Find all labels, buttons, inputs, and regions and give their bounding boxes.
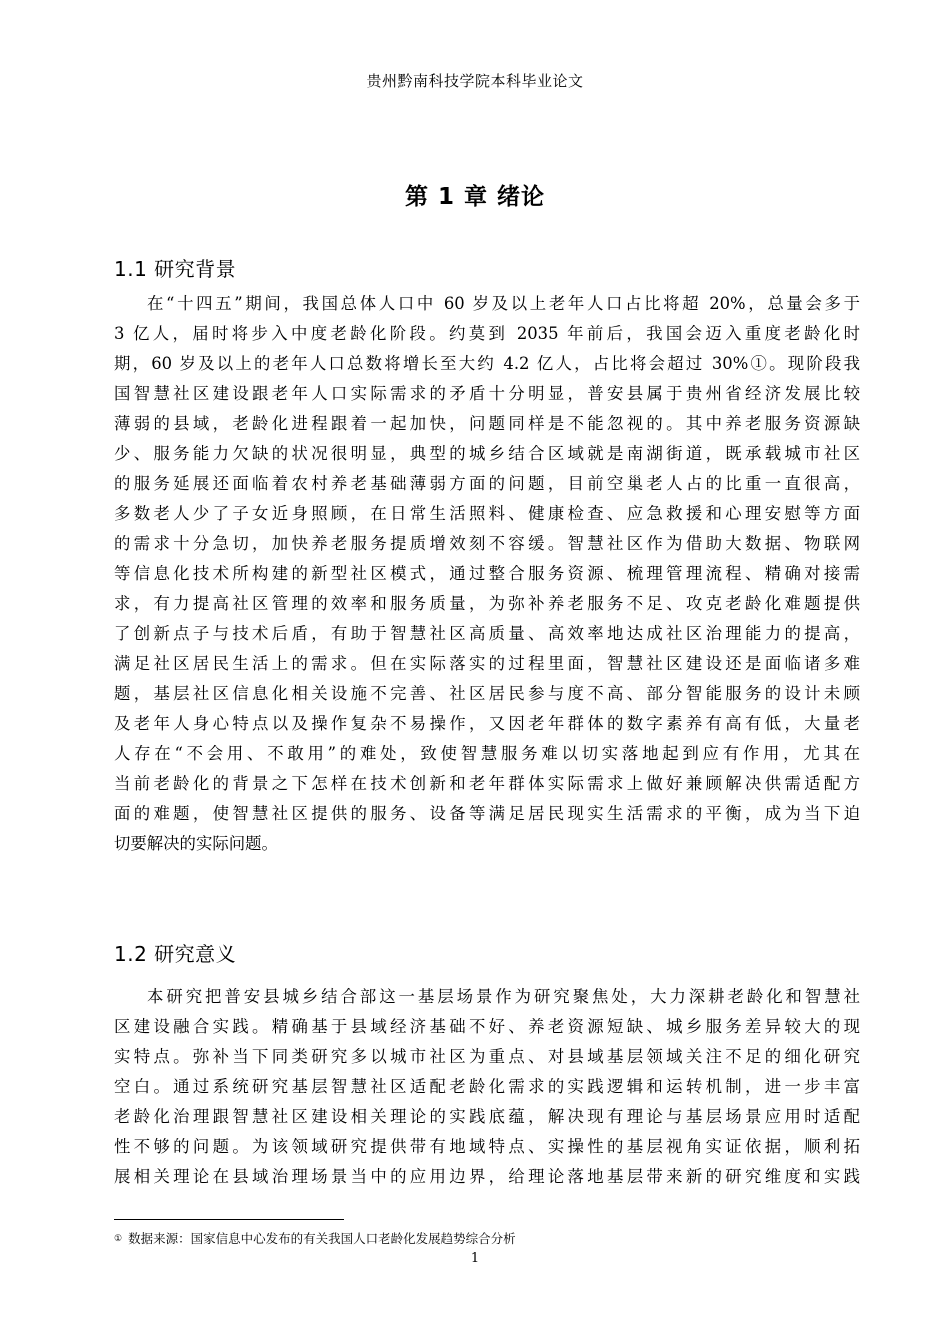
text-line: 展相关理论在县域治理场景当中的应用边界，给理论落地基层带来新的研究维度和实践 — [114, 1167, 860, 1186]
text-line: 区建设融合实践。精确基于县域经济基础不好、养老资源短缺、城乡服务差异较大的现 — [114, 1017, 860, 1036]
footnote-divider — [114, 1219, 344, 1220]
running-header: 贵州黔南科技学院本科毕业论文 — [366, 72, 584, 90]
text-line: 在“十四五”期间，我国总体人口中 60 岁及以上老年人口占比将超 20%，总量会多于 — [147, 294, 860, 313]
text-line: 题，基层社区信息化相关设施不完善、社区居民参与度不高、部分智能服务的设计未顾 — [114, 684, 860, 703]
paragraph-research-background — [114, 289, 860, 859]
footnote-text: 数据来源：国家信息中心发布的有关我国人口老龄化发展趋势综合分析 — [128, 1231, 516, 1246]
page-number: 1 — [470, 1251, 480, 1266]
footnote — [114, 1231, 516, 1247]
text-line: 期，60 岁及以上的老年人口总数将增长至大约 4.2 亿人，占比将会超过 30%①。现阶段我 — [114, 354, 860, 373]
chapter-title: 第 1 章 绪论 — [404, 184, 546, 210]
text-line: 及老年人身心特点以及操作复杂不易操作，又因老年群体的数字素养有高有低，大量老 — [114, 714, 860, 733]
text-line: 了创新点子与技术后盾，有助于智慧社区高质量、高效率地达成社区治理能力的提高， — [114, 624, 860, 643]
section-heading-1-1: 1.1 研究背景 — [114, 257, 237, 281]
text-line: 3 亿人，届时将步入中度老龄化阶段。约莫到 2035 年前后，我国会迈入重度老龄化时 — [114, 324, 860, 343]
text-line: 切要解决的实际问题。 — [114, 834, 278, 853]
text-line: 空白。通过系统研究基层智慧社区适配老龄化需求的实践逻辑和运转机制，进一步丰富 — [114, 1077, 860, 1096]
text-line: 国智慧社区建设跟老年人口实际需求的矛盾十分明显，普安县属于贵州省经济发展比较 — [114, 384, 860, 403]
text-line: 薄弱的县域，老龄化进程跟着一起加快，问题同样是不能忽视的。其中养老服务资源缺 — [114, 414, 860, 433]
text-line: 的需求十分急切，加快养老服务提质增效刻不容缓。智慧社区作为借助大数据、物联网 — [114, 534, 860, 553]
text-line: 满足社区居民生活上的需求。但在实际落实的过程里面，智慧社区建设还是面临诸多难 — [114, 654, 860, 673]
text-line: 面的难题，使智慧社区提供的服务、设备等满足居民现实生活需求的平衡，成为当下迫 — [114, 804, 860, 823]
section-heading-1-2: 1.2 研究意义 — [114, 942, 237, 966]
text-line: 性不够的问题。为该领域研究提供带有地域特点、实操性的基层视角实证依据，顺利拓 — [114, 1137, 860, 1156]
text-line: 本研究把普安县城乡结合部这一基层场景作为研究聚焦处，大力深耕老龄化和智慧社 — [147, 987, 860, 1006]
text-line: 等信息化技术所构建的新型社区模式，通过整合服务资源、梳理管理流程、精确对接需 — [114, 564, 860, 583]
text-line: 人存在“不会用、不敢用”的难处，致使智慧服务难以切实落地起到应有作用，尤其在 — [114, 744, 860, 763]
paragraph-research-significance — [114, 982, 860, 1192]
footnote-marker: ① — [114, 1234, 123, 1244]
text-line: 求，有力提高社区管理的效率和服务质量，为弥补养老服务不足、攻克老龄化难题提供 — [114, 594, 860, 613]
text-line: 的服务延展还面临着农村养老基础薄弱方面的问题，目前空巢老人占的比重一直很高， — [114, 474, 860, 493]
text-line: 实特点。弥补当下同类研究多以城市社区为重点、对县域基层领域关注不足的细化研究 — [114, 1047, 860, 1066]
text-line: 当前老龄化的背景之下怎样在技术创新和老年群体实际需求上做好兼顾解决供需适配方 — [114, 774, 860, 793]
text-line: 老龄化治理跟智慧社区建设相关理论的实践底蕴，解决现有理论与基层场景应用时适配 — [114, 1107, 860, 1126]
text-line: 少、服务能力欠缺的状况很明显，典型的城乡结合区域就是南湖街道，既承载城市社区 — [114, 444, 860, 463]
text-line: 多数老人少了子女近身照顾，在日常生活照料、健康检查、应急救援和心理安慰等方面 — [114, 504, 860, 523]
